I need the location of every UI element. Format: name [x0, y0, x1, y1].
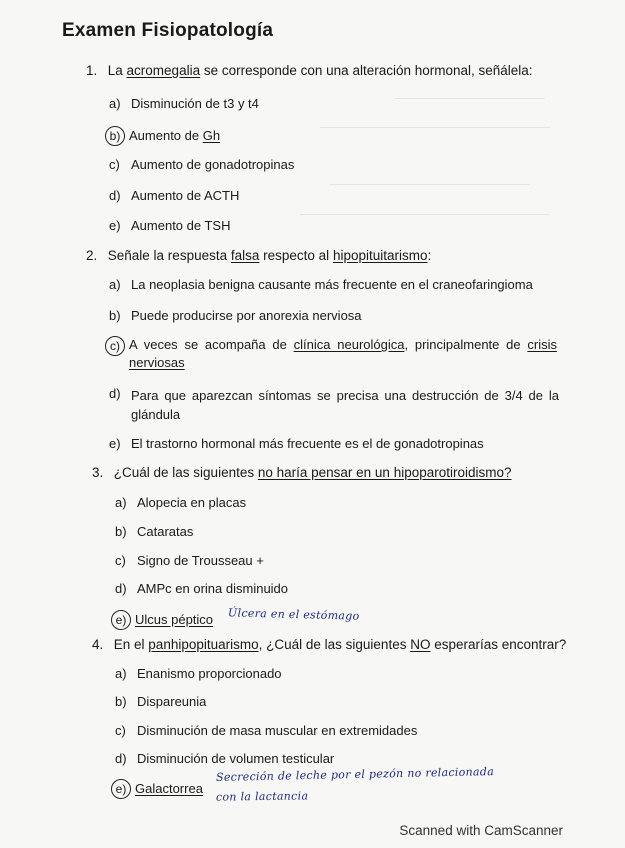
option-label: e): [109, 218, 121, 233]
option-text: A veces se acompaña de: [129, 337, 294, 352]
question-number: 2.: [86, 248, 98, 263]
underlined-term: Gh: [202, 128, 221, 143]
option-label: b): [115, 524, 127, 539]
option-4b: [115, 694, 206, 709]
option-label: c): [115, 723, 126, 738]
option-label: a): [109, 96, 121, 111]
option-label-circled: e): [111, 610, 131, 630]
option-label: a): [109, 277, 121, 292]
option-3d: [115, 581, 288, 596]
underlined-term: panhipopituarismo: [148, 637, 259, 652]
option-text: Disminución de volumen testicular: [137, 751, 335, 766]
option-label-circled: e): [111, 779, 131, 799]
question-1-text: [86, 63, 533, 78]
option-text: Signo de Trousseau +: [137, 553, 264, 568]
question-fragment: :: [427, 248, 432, 263]
option-label-circled: c): [105, 336, 125, 356]
option-2e: [109, 436, 484, 451]
option-2a: [109, 277, 533, 292]
option-1a: [109, 96, 259, 111]
option-text: Disminución de t3 y t4: [131, 96, 259, 111]
option-text: Disminución de masa muscular en extremidades: [137, 723, 418, 738]
option-text: Puede producirse por anorexia nerviosa: [131, 308, 362, 323]
question-fragment: respecto al: [259, 248, 333, 263]
option-label: d): [109, 386, 121, 401]
option-3a: [115, 495, 246, 510]
option-text: Aumento de ACTH: [131, 188, 240, 203]
bleed-through-line: [330, 184, 530, 185]
option-text: , principalmente de: [404, 337, 528, 352]
option-1e: [109, 218, 230, 233]
option-label: b): [109, 308, 121, 323]
option-text: Aumento de: [129, 128, 203, 143]
option-4a: [115, 666, 282, 681]
handwritten-note: Úlcera en el estómago: [227, 606, 360, 623]
option-4e-selected: [115, 779, 203, 799]
option-text: AMPc en orina disminuido: [137, 581, 289, 596]
option-label: a): [115, 495, 127, 510]
option-text: Aumento de gonadotropinas: [131, 157, 295, 172]
underlined-term: falsa: [230, 248, 260, 263]
question-fragment: ¿Cuál de las siguientes: [113, 465, 258, 480]
option-3b: [115, 524, 193, 539]
option-4d: [115, 751, 334, 766]
option-text: Galactorrea: [135, 781, 203, 796]
option-2b: [109, 308, 362, 323]
option-text: Para que aparezcan síntomas se precisa una destrucción de 3/4 de la glándula: [131, 388, 559, 422]
handwritten-note: Secreción de leche por el pezón no relacionada: [215, 765, 495, 784]
option-3c: [115, 553, 264, 568]
underlined-term: NO: [410, 637, 431, 652]
question-number: 3.: [92, 465, 104, 480]
option-label: a): [115, 666, 127, 681]
option-3e-selected: [115, 610, 213, 630]
option-text: Aumento de TSH: [131, 218, 231, 233]
option-label: d): [109, 188, 121, 203]
option-label: e): [109, 436, 121, 451]
question-number: 4.: [92, 637, 104, 652]
question-number: 1.: [86, 63, 98, 78]
option-text: Alopecia en placas: [137, 495, 247, 510]
handwritten-note: con la lactancia: [215, 789, 309, 804]
question-fragment: La: [107, 63, 127, 78]
option-4c: [115, 723, 417, 738]
option-1c: [109, 157, 294, 172]
question-fragment: se corresponde con una alteración hormonal, señálela:: [200, 63, 533, 78]
option-text: Cataratas: [137, 524, 194, 539]
option-text: Ulcus péptico: [135, 612, 214, 627]
option-text: Dispareunia: [137, 694, 207, 709]
option-1b-selected: [109, 126, 220, 146]
option-label: b): [115, 694, 127, 709]
question-fragment: esperarías encontrar?: [430, 637, 567, 652]
option-text: La neoplasia benigna causante más frecuente en el craneofaringioma: [131, 277, 533, 292]
option-text: Enanismo proporcionado: [137, 666, 282, 681]
option-label: c): [109, 157, 120, 172]
underlined-term: acromegalia: [126, 63, 201, 78]
question-2-text: [86, 248, 431, 263]
option-2d: [109, 386, 559, 424]
page-title: Examen Fisiopatología: [62, 20, 274, 41]
question-4-text: [92, 637, 566, 652]
option-label-circled: b): [105, 126, 125, 146]
underlined-term: no haría pensar en un hipoparotiroidismo?: [257, 465, 512, 480]
underlined-term: clínica neurológica: [293, 337, 405, 352]
question-fragment: , ¿Cuál de las siguientes: [258, 637, 411, 652]
option-2c-selected: [109, 336, 559, 372]
underlined-term: crisis nerviosas: [129, 337, 557, 370]
bleed-through-line: [300, 214, 550, 215]
option-text: El trastorno hormonal más frecuente es el de gonadotropinas: [131, 436, 484, 451]
question-3-text: [92, 465, 512, 480]
option-label: d): [115, 581, 127, 596]
underlined-term: hipopituitarismo: [332, 248, 428, 263]
scanner-watermark: Scanned with CamScanner: [399, 823, 563, 838]
option-label: c): [115, 553, 126, 568]
question-fragment: En el: [113, 637, 149, 652]
option-1d: [109, 188, 239, 203]
bleed-through-line: [320, 127, 550, 128]
question-fragment: Señale la respuesta: [107, 248, 231, 263]
option-label: d): [115, 751, 127, 766]
bleed-through-line: [395, 98, 545, 99]
